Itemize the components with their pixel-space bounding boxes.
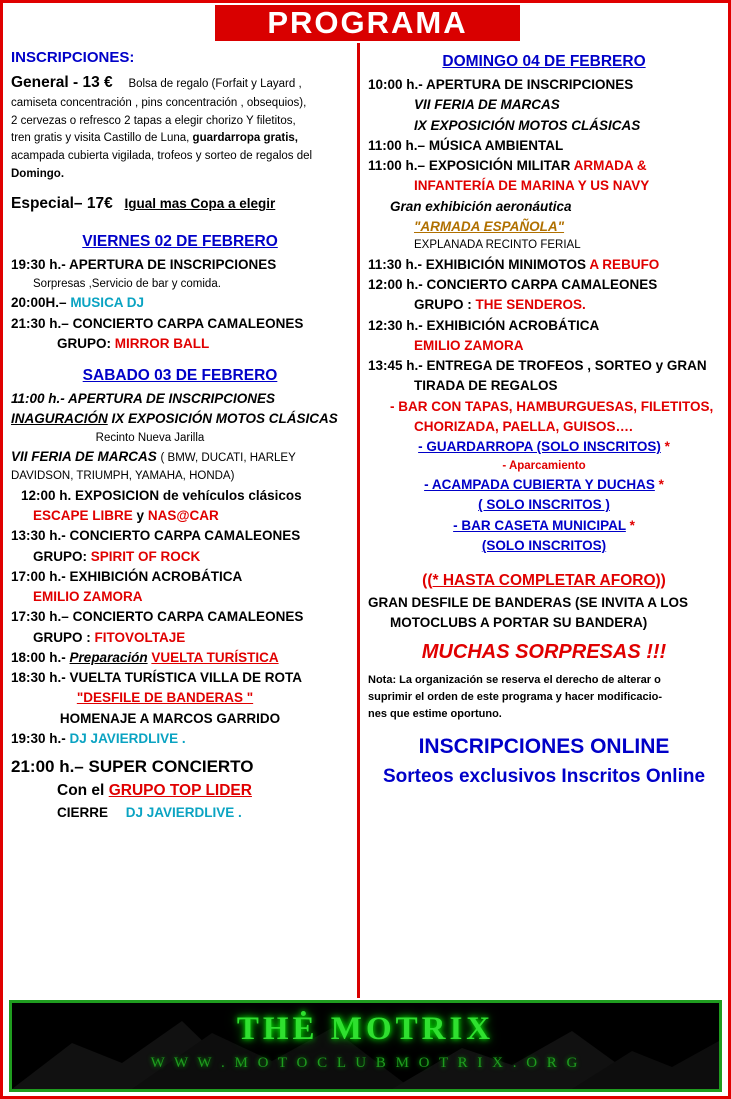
domingo-bar-2: CHORIZADA, PAELLA, GUISOS…. (414, 418, 633, 434)
domingo-exposicion: IX EXPOSICIÓN MOTOS CLÁSICAS (414, 117, 641, 133)
viernes-2000 (11, 294, 349, 311)
general-detail-4a: tren gratis y visita Castillo de Luna, (11, 132, 190, 145)
sabado-2100-grupo (11, 781, 349, 801)
sabado-1730-grupo-name: FITOVOLTAJE (94, 629, 186, 645)
sabado-feria-marcas-1: ( BMW, DUCATI, HARLEY (160, 452, 296, 465)
sabado-cierre-dj: DJ JAVIERDLIVE . (125, 804, 242, 820)
domingo-exhib-aero: Gran exhibición aeronáutica (390, 198, 572, 214)
domingo-bar-caseta-star: * (629, 517, 635, 533)
right-column (360, 43, 728, 998)
general-detail-4 (11, 131, 349, 146)
general-detail-5: acampada cubierta vigilada, trofeos y sorteo de regalos del (11, 149, 313, 162)
sabado-feria-marcas-2: DAVIDSON, TRIUMPH, YAMAHA, HONDA) (11, 470, 235, 482)
domingo-acampada (368, 476, 720, 493)
sabado-1700-name: EMILIO ZAMORA (33, 589, 143, 605)
sabado-1830-time: 18:30 h.- (11, 670, 66, 686)
sabado-1200 (11, 487, 349, 504)
domingo-1130 (368, 256, 720, 273)
domingo-desfile-1: GRAN DESFILE DE BANDERAS (SE INVITA A LOS (368, 595, 689, 611)
domingo-guardarropa-star: * (664, 439, 670, 455)
domingo-1200 (368, 276, 720, 293)
domingo-1200-text: CONCIERTO CARPA CAMALEONES (426, 277, 658, 293)
domingo-bar-caseta (368, 517, 720, 534)
domingo-1200-grupo (368, 296, 720, 313)
domingo-infanteria: INFANTERÍA DE MARINA Y US NAVY (414, 178, 650, 194)
sabado-1700-text: EXHIBICIÓN ACROBÁTICA (69, 568, 243, 584)
domingo-bar-1: - BAR CON TAPAS, HAMBURGUESAS, FILETITOS, (390, 398, 714, 414)
sabado-feria-label: VII FERIA DE MARCAS (11, 449, 157, 465)
sabado-desfile-banderas: "DESFILE DE BANDERAS " (76, 690, 254, 706)
sabado-1730-text: CONCIERTO CARPA CAMALEONES (72, 609, 304, 625)
domingo-armada-espanola: "ARMADA ESPAÑOLA" (414, 218, 565, 234)
domingo-1230-time: 12:30 h.- (368, 317, 423, 333)
domingo-1100b-armada: ARMADA & (573, 158, 647, 174)
sabado-1330 (11, 527, 349, 544)
sabado-1330-time: 13:30 h.- (11, 528, 66, 544)
nota-1: Nota: La organización se reserva el derecho de alterar o (368, 674, 661, 687)
poster-columns (3, 43, 728, 998)
domingo-1345-time: 13:45 h.- (368, 358, 423, 374)
sabado-1330-grupo (11, 548, 349, 565)
domingo-1000-time: 10:00 h.- (368, 77, 423, 92)
viernes-grupo (11, 335, 349, 352)
sabado-1800-time: 18:00 h.- (11, 649, 66, 665)
sabado-1700-time: 17:00 h.- (11, 568, 66, 584)
sabado-1730-grupo (11, 629, 349, 646)
viernes-heading: VIERNES 02 DE FEBRERO (82, 233, 278, 251)
sabado-heading: SABADO 03 DE FEBRERO (82, 367, 278, 385)
domingo-bar-caseta-sub: (SOLO INSCRITOS) (481, 538, 607, 554)
sabado-1930-text: DJ JAVIERDLIVE . (69, 730, 186, 746)
general-price-row (11, 73, 349, 93)
domingo-acampada-text: - ACAMPADA CUBIERTA Y DUCHAS (424, 477, 655, 493)
footer-logo-banner (9, 1000, 722, 1092)
aforo-open-paren: (( (422, 572, 433, 590)
domingo-1345-text: ENTREGA DE TROFEOS , SORTEO y GRAN (426, 358, 707, 374)
sabado-1730 (11, 608, 349, 625)
domingo-aforo (368, 571, 720, 591)
domingo-1345-text2: TIRADA DE REGALOS (414, 378, 558, 394)
domingo-1100b-text: EXPOSICIÓN MILITAR (428, 158, 571, 174)
domingo-1230 (368, 317, 720, 334)
domingo-1200-grupo-label: GRUPO : (414, 297, 472, 313)
sabado-1200-sub (11, 507, 349, 524)
sabado-1200-text: EXPOSICION de vehículos clásicos (75, 487, 302, 503)
viernes-2000-time: 20:00H.– (11, 295, 67, 311)
left-column (3, 43, 360, 998)
sabado-1100-time: 11:00 h.- (11, 391, 65, 407)
footer-brand: THĖ MOTRIX (236, 1011, 495, 1047)
sabado-inauguracion (11, 410, 349, 427)
domingo-guardarropa-text: - GUARDARROPA (SOLO INSCRITOS) (418, 439, 661, 455)
viernes-2130 (11, 315, 349, 332)
domingo-1100-time: 11:00 h.– (368, 137, 426, 153)
footer-url: W W W . M O T O C L U B M O T R I X . O R G (150, 1055, 581, 1071)
viernes-sorpresas: Sorpresas ,Servicio de bar y comida. (33, 277, 221, 290)
sabado-recinto: Recinto Nueva Jarilla (95, 431, 205, 444)
inscripciones-online: INSCRIPCIONES ONLINE (418, 735, 670, 759)
viernes-1930-text: APERTURA DE INSCRIPCIONES (69, 257, 277, 273)
general-detail-4b: guardarropa gratis, (192, 132, 298, 145)
page-title: PROGRAMA (215, 5, 520, 41)
sabado-1700 (11, 568, 349, 585)
sabado-cierre-label: CIERRE (57, 804, 109, 820)
aforo-text: * HASTA COMPLETAR AFORO (432, 572, 656, 590)
nota-2: suprimir el orden de este programa y hacer modificacio- (368, 691, 663, 704)
viernes-1930-time: 19:30 h.- (11, 257, 66, 273)
general-detail-1: Bolsa de regalo (Forfait y Layard , (128, 78, 302, 90)
domingo-1200-grupo-name: THE SENDEROS. (475, 297, 586, 313)
sabado-2100-text: SUPER CONCIERTO (88, 757, 254, 777)
sabado-2100-time: 21:00 h.– (11, 757, 84, 777)
sabado-1100-text: APERTURA DE INSCRIPCIONES (68, 391, 276, 407)
domingo-1130-time: 11:30 h.- (368, 256, 423, 272)
domingo-1230-name: EMILIO ZAMORA (414, 337, 524, 353)
sabado-inaug-text: IX EXPOSICIÓN MOTOS CLÁSICAS (111, 411, 338, 427)
poster-header (3, 3, 728, 43)
viernes-2130-time: 21:30 h.– (11, 315, 69, 331)
domingo-feria: VII FERIA DE MARCAS (414, 97, 560, 113)
inscripciones-heading: INSCRIPCIONES: (11, 49, 135, 66)
sabado-1930-time: 19:30 h.- (11, 730, 66, 746)
domingo-sorpresas: MUCHAS SORPRESAS !!! (421, 640, 667, 663)
domingo-1230-text: EXHIBICIÓN ACROBÁTICA (426, 317, 600, 333)
general-detail-3: 2 cervezas o refresco 2 tapas a elegir chorizo Y filetitos, (11, 114, 296, 127)
general-price-label: General - 13 € (11, 74, 113, 91)
sabado-inaug-label: INAGURACIÓN (11, 411, 108, 427)
domingo-aparcamiento: - Aparcamiento (502, 459, 586, 472)
sabado-2100-grupo-name: GRUPO TOP LIDER (108, 781, 252, 799)
domingo-1000 (368, 76, 720, 93)
domingo-1100b-time: 11:00 h.– (368, 158, 426, 174)
domingo-acampada-sub: ( SOLO INSCRITOS ) (478, 497, 610, 513)
sabado-1730-time: 17:30 h.– (11, 609, 69, 625)
sabado-1800-text1: Preparación (69, 649, 148, 665)
sabado-1200-y: y (136, 507, 145, 523)
sabado-1200-nascar: NAS@CAR (147, 507, 219, 523)
domingo-heading: DOMINGO 04 DE FEBRERO (442, 53, 646, 70)
nota-3: nes que estime oportuno. (368, 708, 502, 721)
domingo-bar-caseta-text: - BAR CASETA MUNICIPAL (453, 517, 626, 533)
sabado-1200-time: 12:00 h. (21, 487, 72, 503)
especial-price-label: Especial– 17€ (11, 195, 113, 213)
sabado-feria (11, 448, 349, 466)
domingo-1130-rebufo: A REBUFO (589, 256, 660, 272)
domingo-desfile-2: MOTOCLUBS A PORTAR SU BANDERA) (390, 615, 648, 631)
aforo-close-paren: )) (655, 572, 666, 590)
sabado-cierre (11, 804, 349, 821)
sabado-1200-escape-libre: ESCAPE LIBRE (33, 507, 133, 523)
domingo-1200-time: 12:00 h.- (368, 277, 423, 293)
domingo-1345 (368, 357, 720, 374)
sabado-1730-grupo-label: GRUPO : (33, 629, 91, 645)
general-detail-6: Domingo. (11, 167, 65, 180)
sabado-1830-text: VUELTA TURÍSTICA VILLA DE ROTA (69, 670, 303, 686)
sabado-1330-grupo-name: SPIRIT OF ROCK (90, 548, 201, 564)
sabado-1330-text: CONCIERTO CARPA CAMALEONES (69, 528, 301, 544)
sabado-1830 (11, 669, 349, 686)
viernes-2000-text: MUSICA DJ (70, 295, 145, 311)
sabado-1330-grupo-label: GRUPO: (33, 548, 87, 564)
sabado-1800 (11, 649, 349, 666)
general-detail-2: camiseta concentración , pins concentración , obsequios), (11, 96, 307, 109)
sabado-2100 (11, 756, 349, 778)
sabado-1800-text2: VUELTA TURÍSTICA (151, 649, 279, 665)
domingo-1100b (368, 157, 720, 174)
domingo-explanada: EXPLANADA RECINTO FERIAL (414, 239, 581, 252)
domingo-acampada-star: * (658, 477, 664, 493)
sorteos-online: Sorteos exclusivos Inscritos Online (382, 766, 706, 788)
domingo-guardarropa (368, 438, 720, 455)
domingo-1130-text: EXHIBICIÓN MINIMOTOS (425, 256, 587, 272)
especial-price-row (11, 194, 349, 214)
sabado-1100 (11, 390, 349, 407)
domingo-1000-text: APERTURA DE INSCRIPCIONES (426, 77, 634, 92)
sabado-1930 (11, 730, 349, 747)
domingo-1100 (368, 137, 720, 154)
viernes-grupo-label: GRUPO: (57, 335, 115, 351)
especial-detail: Igual mas Copa a elegir (124, 196, 276, 212)
sabado-homenaje: HOMENAJE A MARCOS GARRIDO (59, 710, 281, 726)
viernes-2130-text: CONCIERTO CARPA CAMALEONES (72, 315, 304, 331)
viernes-grupo-name: MIRROR BALL (114, 335, 210, 351)
domingo-1100-text: MÚSICA AMBIENTAL (428, 137, 564, 153)
sabado-2100-con: Con el (57, 781, 105, 799)
viernes-1930 (11, 256, 349, 273)
